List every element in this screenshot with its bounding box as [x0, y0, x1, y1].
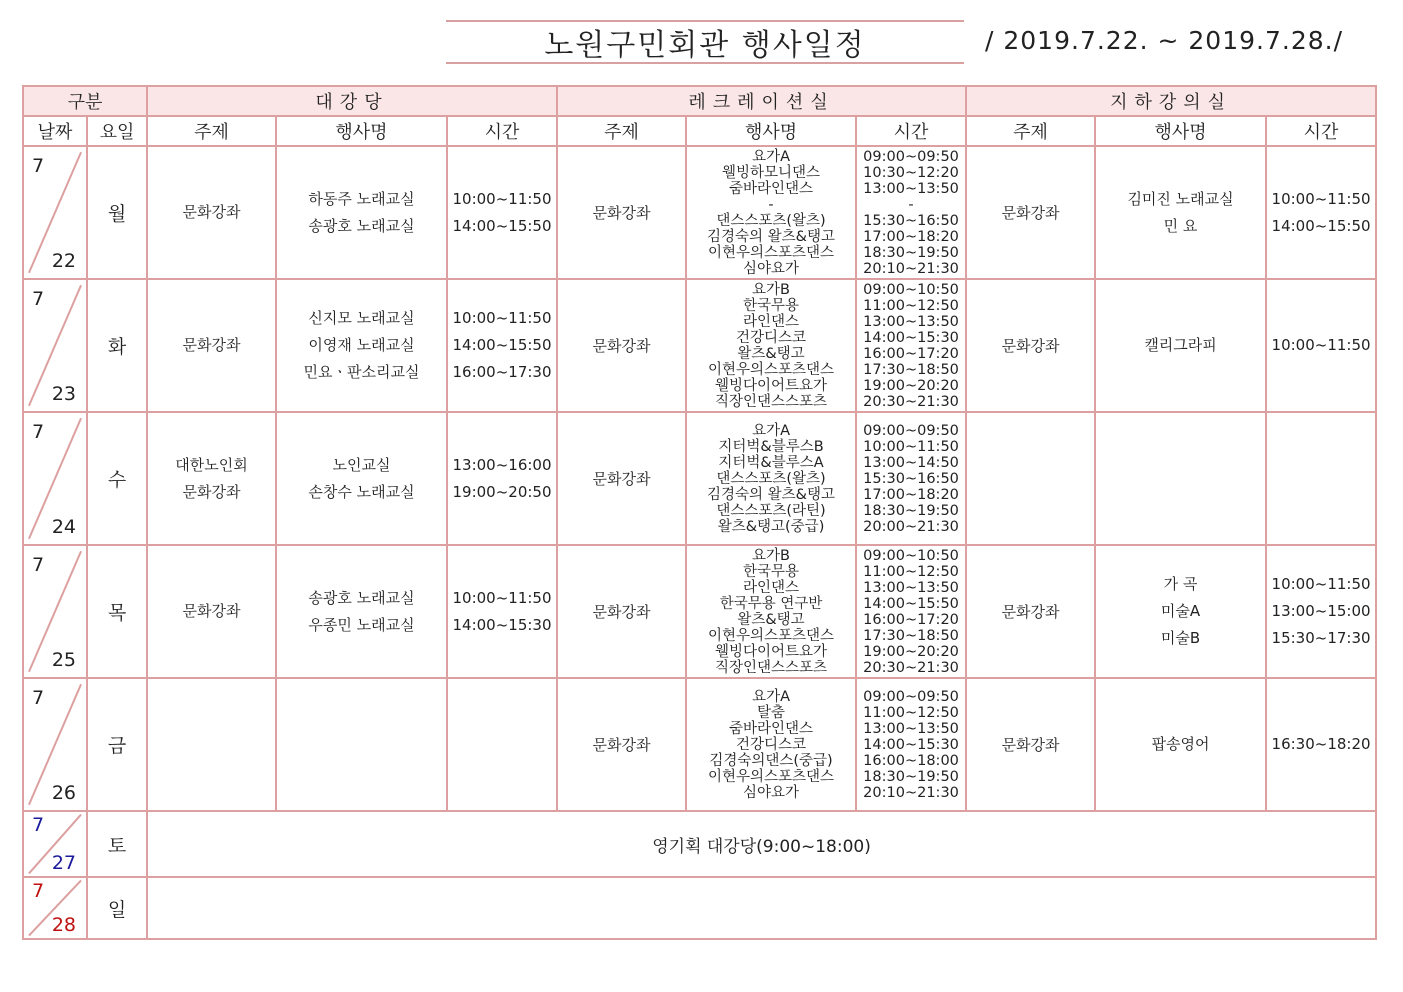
base-event [1095, 545, 1266, 678]
date-cell [23, 877, 87, 939]
hall-org-line: 대한노인회 [175, 455, 248, 474]
rec-time-line: 19:00~20:20 [863, 377, 959, 394]
hall-event-line: 우종민 노래교실 [308, 615, 415, 634]
rec-time-line: 20:10~21:30 [863, 260, 959, 277]
header-base-org: 주제 [966, 116, 1095, 146]
rec-event-line: - [768, 196, 774, 213]
rec-event-line: 한국무용 [743, 297, 800, 314]
base-time-list [1267, 186, 1375, 240]
rec-time-line: 16:00~17:20 [863, 345, 959, 362]
hall-event [276, 279, 447, 412]
rec-event-line: 이현우의스포츠댄스 [708, 768, 835, 785]
rec-event-line: 줌바라인댄스 [729, 720, 814, 737]
rec-event-line: 댄스스포츠(왈츠) [716, 470, 826, 487]
rec-time-line: - [908, 196, 914, 213]
saturday-note: 영기획 대강당(9:00~18:00) [147, 811, 1376, 877]
hall-event-line: 노인교실 [332, 455, 391, 474]
base-event-list [1096, 186, 1265, 240]
hall-org-line: 문화강좌 [182, 203, 241, 221]
rec-org: 문화강좌 [557, 412, 686, 545]
header-base-time: 시간 [1266, 116, 1376, 146]
rec-time-list [857, 689, 965, 801]
hall-time-line: 10:00~11:50 [452, 588, 552, 607]
rec-event-line: 왈츠&탱고 [737, 611, 805, 628]
base-event-list [1096, 332, 1265, 359]
hall-event-line: 하동주 노래교실 [308, 189, 415, 208]
base-time [1266, 412, 1376, 545]
sunday-row [23, 877, 1376, 939]
base-event-line: 캘리그라피 [1144, 336, 1217, 354]
rec-time-line: 11:00~12:50 [863, 563, 959, 580]
day-row [23, 146, 1376, 279]
rec-time-line: 09:00~09:50 [863, 148, 959, 165]
hall-time [447, 279, 557, 412]
date-day: 22 [51, 250, 76, 272]
title-box [446, 20, 964, 64]
hall-org [147, 279, 276, 412]
rec-time-line: 11:00~12:50 [863, 704, 959, 721]
header-rec-room: 레크레이션실 [557, 86, 966, 116]
base-time-line: 16:30~18:20 [1271, 735, 1371, 753]
base-time-line: 10:00~11:50 [1271, 336, 1371, 354]
rec-event-line: 지터벅&블루스A [718, 454, 824, 471]
hall-time [447, 678, 557, 811]
rec-event-line: 심야요가 [743, 784, 800, 801]
rec-event-line: 심야요가 [743, 260, 800, 277]
hall-time-line: 14:00~15:30 [452, 615, 552, 634]
rec-event [686, 279, 856, 412]
rec-event-line: 요가B [752, 547, 791, 564]
day-row [23, 412, 1376, 545]
hall-time-line: 16:00~17:30 [452, 363, 552, 381]
period-range: / 2019.7.22. ~ 2019.7.28./ [985, 26, 1343, 55]
header-rec-org: 주제 [557, 116, 686, 146]
hall-event [276, 146, 447, 279]
rec-time-line: 17:00~18:20 [863, 486, 959, 503]
base-time-line: 13:00~15:00 [1271, 602, 1371, 620]
date-cell [23, 678, 87, 811]
rec-time-line: 09:00~10:50 [863, 547, 959, 564]
hall-event-line: 민요ㆍ판소리교실 [303, 363, 420, 381]
hall-time-line: 13:00~16:00 [452, 455, 552, 474]
rec-time-line: 14:00~15:30 [863, 736, 959, 753]
rec-time-line: 13:00~13:50 [863, 579, 959, 596]
rec-event-line: 직장인댄스스포츠 [715, 659, 828, 676]
day-of-week: 화 [87, 279, 147, 412]
base-org: 문화강좌 [966, 545, 1095, 678]
base-time-line: 14:00~15:50 [1271, 216, 1371, 235]
rec-event-line: 지터벅&블루스B [718, 438, 824, 455]
rec-time-line: 13:00~13:50 [863, 180, 959, 197]
date-day: 25 [51, 649, 76, 671]
date-month: 7 [32, 155, 45, 177]
hall-org-list [148, 598, 275, 625]
rec-time [856, 678, 966, 811]
rec-time-line: 15:30~16:50 [863, 470, 959, 487]
hall-event-line: 송광호 노래교실 [308, 216, 415, 235]
sunday-note [147, 877, 1376, 939]
rec-time [856, 279, 966, 412]
date-month: 7 [32, 814, 45, 836]
date-cell [23, 412, 87, 545]
rec-time-list [857, 149, 965, 277]
rec-time-line: 15:30~16:50 [863, 212, 959, 229]
rec-event-line: 요가A [752, 688, 790, 705]
rec-time-line: 16:00~17:20 [863, 611, 959, 628]
rec-time-line: 16:00~18:00 [863, 752, 959, 769]
header-date: 날짜 [23, 116, 87, 146]
header-basement-room: 지하강의실 [966, 86, 1376, 116]
rec-event-line: 요가A [752, 422, 790, 439]
base-time-list [1267, 571, 1375, 652]
date-month: 7 [32, 554, 45, 576]
rec-org: 문화강좌 [557, 279, 686, 412]
header-hall-time: 시간 [447, 116, 557, 146]
base-event-line: 가 곡 [1163, 575, 1198, 593]
base-event-line: 김미진 노래교실 [1127, 189, 1234, 208]
rec-time-line: 09:00~09:50 [863, 688, 959, 705]
rec-time-line: 18:30~19:50 [863, 768, 959, 785]
rec-event-line: 건강디스코 [736, 736, 807, 753]
rec-time-line: 20:30~21:30 [863, 659, 959, 676]
hall-time-list [448, 186, 556, 240]
rec-time [856, 146, 966, 279]
hall-event [276, 545, 447, 678]
rec-event-line: 이현우의스포츠댄스 [708, 627, 835, 644]
day-row [23, 279, 1376, 412]
rec-time-list [857, 423, 965, 535]
rec-event-line: 웰빙다이어트요가 [715, 377, 828, 394]
hall-org [147, 412, 276, 545]
hall-time [447, 545, 557, 678]
header-rec-event: 행사명 [686, 116, 856, 146]
rec-time-line: 13:00~13:50 [863, 720, 959, 737]
base-event [1095, 146, 1266, 279]
hall-time-list [448, 585, 556, 639]
hall-event-line: 손창수 노래교실 [308, 482, 415, 501]
day-of-week: 금 [87, 678, 147, 811]
rec-time-line: 20:10~21:30 [863, 784, 959, 801]
rec-event [686, 678, 856, 811]
base-event-line: 팝송영어 [1151, 735, 1210, 753]
rec-event-line: 라인댄스 [743, 313, 800, 330]
header-hall-event: 행사명 [276, 116, 447, 146]
date-day: 24 [51, 516, 76, 538]
schedule-body [23, 86, 1376, 939]
base-event-list [1096, 571, 1265, 652]
rec-time-line: 09:00~09:50 [863, 422, 959, 439]
rec-time-line: 20:00~21:30 [863, 518, 959, 535]
rec-event-list [687, 149, 855, 277]
rec-event-line: 김경숙의 왈츠&탱고 [707, 486, 836, 503]
header-gubun: 구분 [23, 86, 147, 116]
rec-event-line: 댄스스포츠(라틴) [716, 502, 826, 519]
rec-time-line: 17:30~18:50 [863, 627, 959, 644]
rec-time [856, 545, 966, 678]
rec-event-line: 왈츠&탱고 [737, 345, 805, 362]
day-of-week: 목 [87, 545, 147, 678]
base-org: 문화강좌 [966, 678, 1095, 811]
hall-org [147, 545, 276, 678]
hall-org-list [148, 332, 275, 359]
rec-time-line: 18:30~19:50 [863, 502, 959, 519]
base-time-line: 15:30~17:30 [1271, 629, 1371, 647]
hall-time-line: 10:00~11:50 [452, 189, 552, 208]
rec-event-list [687, 423, 855, 535]
page-title: 노원구민회관 행사일정 [544, 28, 866, 63]
hall-time-line: 14:00~15:50 [452, 216, 552, 235]
base-event-line: 미술A [1160, 602, 1201, 620]
saturday-row [23, 811, 1376, 877]
rec-event-line: 댄스스포츠(왈츠) [716, 212, 826, 229]
hall-event-list [277, 186, 446, 240]
base-event-line: 미술B [1160, 629, 1201, 647]
base-org [966, 412, 1095, 545]
rec-event-list [687, 282, 855, 410]
date-month: 7 [32, 421, 45, 443]
hall-org-line: 문화강좌 [182, 336, 241, 354]
rec-event-line: 한국무용 연구반 [719, 595, 823, 612]
rec-event-line: 라인댄스 [743, 579, 800, 596]
base-event [1095, 279, 1266, 412]
hall-event-list [277, 452, 446, 506]
date-cell [23, 146, 87, 279]
day-row [23, 545, 1376, 678]
rec-time-list [857, 548, 965, 676]
header-hall: 대강당 [147, 86, 557, 116]
rec-event-line: 줌바라인댄스 [729, 180, 814, 197]
rec-event-line: 건강디스코 [736, 329, 807, 346]
rec-time-line: 19:00~20:20 [863, 643, 959, 660]
rec-event-line: 웰빙하모니댄스 [722, 164, 821, 181]
base-event [1095, 412, 1266, 545]
date-day: 26 [51, 782, 76, 804]
hall-org-line: 문화강좌 [182, 602, 241, 620]
hall-time-line: 14:00~15:50 [452, 336, 552, 354]
hall-time-line: 19:00~20:50 [452, 482, 552, 501]
rec-event [686, 146, 856, 279]
rec-time-line: 14:00~15:50 [863, 595, 959, 612]
rec-event-line: 이현우의스포츠댄스 [708, 244, 835, 261]
header-row-columns [23, 116, 1376, 146]
rec-event-list [687, 548, 855, 676]
date-day: 28 [51, 914, 76, 936]
hall-event-line: 신지모 노래교실 [308, 309, 415, 327]
rec-event [686, 412, 856, 545]
hall-event-line: 송광호 노래교실 [308, 588, 415, 607]
rec-event [686, 545, 856, 678]
rec-event-list [687, 689, 855, 801]
rec-event-line: 한국무용 [743, 563, 800, 580]
hall-time-list [448, 305, 556, 386]
header-base-event: 행사명 [1095, 116, 1266, 146]
header-row-sections [23, 86, 1376, 116]
hall-org [147, 146, 276, 279]
day-of-week: 수 [87, 412, 147, 545]
day-of-week: 토 [87, 811, 147, 877]
date-cell [23, 279, 87, 412]
hall-time-line: 10:00~11:50 [452, 309, 552, 327]
rec-org: 문화강좌 [557, 545, 686, 678]
hall-org [147, 678, 276, 811]
rec-event-line: 웰빙다이어트요가 [715, 643, 828, 660]
base-time [1266, 678, 1376, 811]
hall-org-line: 문화강좌 [182, 482, 241, 501]
date-month: 7 [32, 687, 45, 709]
rec-org: 문화강좌 [557, 146, 686, 279]
hall-event [276, 678, 447, 811]
day-row [23, 678, 1376, 811]
rec-time-line: 10:00~11:50 [863, 438, 959, 455]
rec-event-line: 요가B [752, 281, 791, 298]
date-day: 27 [51, 852, 76, 874]
base-time [1266, 146, 1376, 279]
date-cell [23, 811, 87, 877]
rec-event-line: 요가A [752, 148, 790, 165]
base-time-list [1267, 332, 1375, 359]
header-rec-time: 시간 [856, 116, 966, 146]
base-org: 문화강좌 [966, 279, 1095, 412]
rec-time-list [857, 282, 965, 410]
date-month: 7 [32, 880, 45, 902]
day-of-week: 월 [87, 146, 147, 279]
rec-time-line: 20:30~21:30 [863, 393, 959, 410]
hall-time [447, 146, 557, 279]
hall-event-line: 이영재 노래교실 [308, 336, 415, 354]
base-event [1095, 678, 1266, 811]
hall-event-list [277, 305, 446, 386]
rec-event-line: 김경숙의댄스(중급) [709, 752, 833, 769]
rec-org: 문화강좌 [557, 678, 686, 811]
base-org: 문화강좌 [966, 146, 1095, 279]
rec-time [856, 412, 966, 545]
hall-time-list [448, 452, 556, 506]
date-cell [23, 545, 87, 678]
rec-time-line: 11:00~12:50 [863, 297, 959, 314]
hall-event-list [277, 585, 446, 639]
base-time-line: 10:00~11:50 [1271, 575, 1371, 593]
rec-time-line: 14:00~15:30 [863, 329, 959, 346]
base-time [1266, 279, 1376, 412]
hall-time [447, 412, 557, 545]
rec-event-line: 탈춤 [757, 704, 786, 721]
base-time-list [1267, 731, 1375, 758]
base-event-list [1096, 731, 1265, 758]
rec-time-line: 13:00~13:50 [863, 313, 959, 330]
base-event-line: 민 요 [1163, 216, 1198, 235]
base-time [1266, 545, 1376, 678]
schedule-table [22, 85, 1377, 940]
rec-time-line: 09:00~10:50 [863, 281, 959, 298]
rec-event-line: 이현우의스포츠댄스 [708, 361, 835, 378]
rec-event-line: 왈츠&탱고(중급) [717, 518, 825, 535]
hall-org-list [148, 199, 275, 226]
base-time-line: 10:00~11:50 [1271, 189, 1371, 208]
rec-event-line: 김경숙의 왈츠&탱고 [707, 228, 836, 245]
header-hall-org: 주제 [147, 116, 276, 146]
rec-event-line: 직장인댄스스포츠 [715, 393, 828, 410]
header-dow: 요일 [87, 116, 147, 146]
rec-time-line: 17:30~18:50 [863, 361, 959, 378]
rec-time-line: 17:00~18:20 [863, 228, 959, 245]
date-month: 7 [32, 288, 45, 310]
day-of-week: 일 [87, 877, 147, 939]
rec-time-line: 10:30~12:20 [863, 164, 959, 181]
hall-org-list [148, 452, 275, 506]
rec-time-line: 18:30~19:50 [863, 244, 959, 261]
rec-time-line: 13:00~14:50 [863, 454, 959, 471]
date-day: 23 [51, 383, 76, 405]
hall-event [276, 412, 447, 545]
